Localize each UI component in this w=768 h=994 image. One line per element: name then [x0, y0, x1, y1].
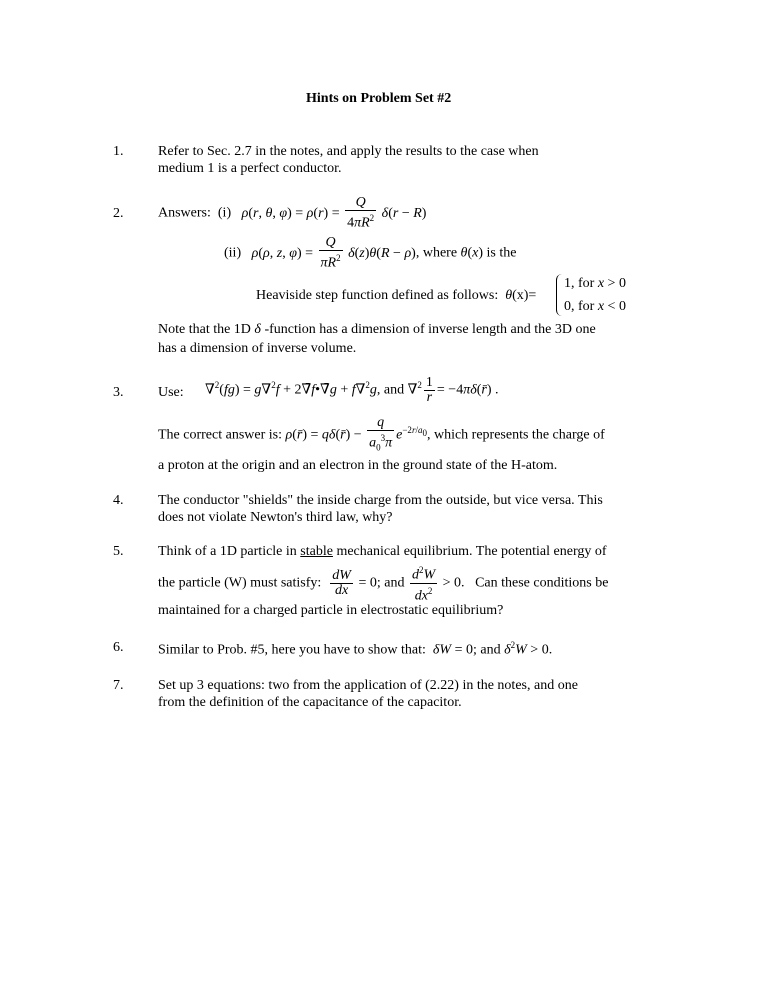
- item-number: 3.: [113, 385, 124, 400]
- note-line-1: Note that the 1D δ -function has a dimension of inverse length and the 3D one: [158, 322, 596, 337]
- item-6-line: Similar to Prob. #5, here you have to show that: δW = 0; and $\delta^2W > 0$.: [158, 640, 553, 658]
- part-i-label: (i): [217, 205, 232, 221]
- and-text: and: [480, 642, 501, 658]
- heaviside-line: Heaviside step function defined as follows: θ(x)=: [256, 288, 537, 303]
- answers-label: Answers:: [158, 205, 211, 221]
- case-2: 0, for x < 0: [564, 299, 626, 314]
- item-5-line-1: [158, 544, 607, 560]
- item-1-line-1: Refer to Sec. 2.7 in the notes, and apply the results to the case when: [158, 144, 539, 159]
- equation-rho-spherical: ρ(r, θ, φ) = ρ(r) = $\frac{Q}{4\pi R^2}$ δ(r − R): [241, 195, 427, 231]
- represents-text: , which represents the charge of: [426, 427, 605, 443]
- item-7-line-2: from the definition of the capacitance of the capacitor.: [158, 695, 462, 710]
- item-number: 5.: [113, 544, 124, 559]
- heaviside-text: Heaviside step function defined as follows:: [256, 288, 499, 303]
- item-6-text: Similar to Prob. #5, here you have to show that:: [158, 642, 426, 658]
- item-number: 1.: [113, 144, 124, 159]
- page-title: Hints on Problem Set #2: [306, 91, 452, 106]
- equation-rho-cylindrical: ρ(ρ, z, φ) = $\frac{Q}{\pi R^2}$ δ(z)θ(R − ρ): [251, 235, 416, 271]
- item-7-line-1: Set up 3 equations: two from the application of (2.22) in the notes, and one: [158, 678, 578, 693]
- item-5-text-c: the particle (W) must satisfy:: [158, 575, 322, 591]
- where-text: , where: [415, 245, 458, 261]
- case-1-text: 1, for: [564, 276, 595, 291]
- note-line-2: has a dimension of inverse volume.: [158, 341, 357, 356]
- item-4-line-1: The conductor "shields" the inside charge from the outside, but vice versa. This: [158, 493, 603, 508]
- case-2-text: 0, for: [564, 299, 595, 314]
- item-number: 7.: [113, 678, 124, 693]
- is-the-text: is the: [486, 245, 517, 261]
- case-1: 1, for x > 0: [564, 276, 626, 291]
- use-label: Use:: [158, 385, 184, 400]
- answers-row-ii: (ii) ρ(ρ, z, φ) = $\frac{Q}{\pi R^2}$ δ(z)θ(R − ρ), where θ(x) is the: [224, 235, 517, 271]
- answers-row-i: [158, 196, 426, 231]
- item-3-line-3: a proton at the origin and an electron in the ground state of the H-atom.: [158, 458, 558, 473]
- item-4-line-2: does not violate Newton's third law, why?: [158, 510, 393, 525]
- item-number: 6.: [113, 640, 124, 655]
- item-number: 2.: [113, 206, 124, 221]
- item-1-line-2: medium 1 is a perfect conductor.: [158, 161, 342, 176]
- item-5-text-d: Can these conditions be: [475, 575, 609, 591]
- and-text: and: [384, 575, 405, 591]
- part-ii-label: (ii): [224, 245, 242, 261]
- item-5-text-b: mechanical equilibrium. The potential energy of: [332, 544, 607, 559]
- note-text-a: Note that the 1D: [158, 322, 251, 337]
- and-text: , and: [376, 382, 405, 398]
- correct-answer-text: The correct answer is:: [158, 427, 282, 443]
- note-text-b: -function has a dimension of inverse length and the 3D one: [264, 322, 596, 337]
- equation-laplacian-product: ∇$^2$(fg) = g∇$^2$f + 2∇̄f•∇̄g + f∇$^2$g, and ∇$^2$ $\frac{1}{r}$ = −4πδ(r̄) .: [205, 375, 499, 405]
- item-5-line-3: maintained for a charged particle in electrostatic equilibrium?: [158, 603, 504, 618]
- stable-word: stable: [300, 544, 333, 559]
- item-5-line-2: the particle (W) must satisfy: $\frac{dW}{dx}$ = 0; and $\frac{d^2W}{dx^2}$ > 0. Can these conditions be: [158, 565, 609, 604]
- item-number: 4.: [113, 493, 124, 508]
- item-5-text-a: Think of a 1D particle in: [158, 544, 301, 559]
- correct-answer-line: The correct answer is: ρ(r̄) = qδ(r̄) − $\frac{q}{a_0^3\pi}$ $e^{-2r/a_0}$, which represents the charge of: [158, 415, 605, 453]
